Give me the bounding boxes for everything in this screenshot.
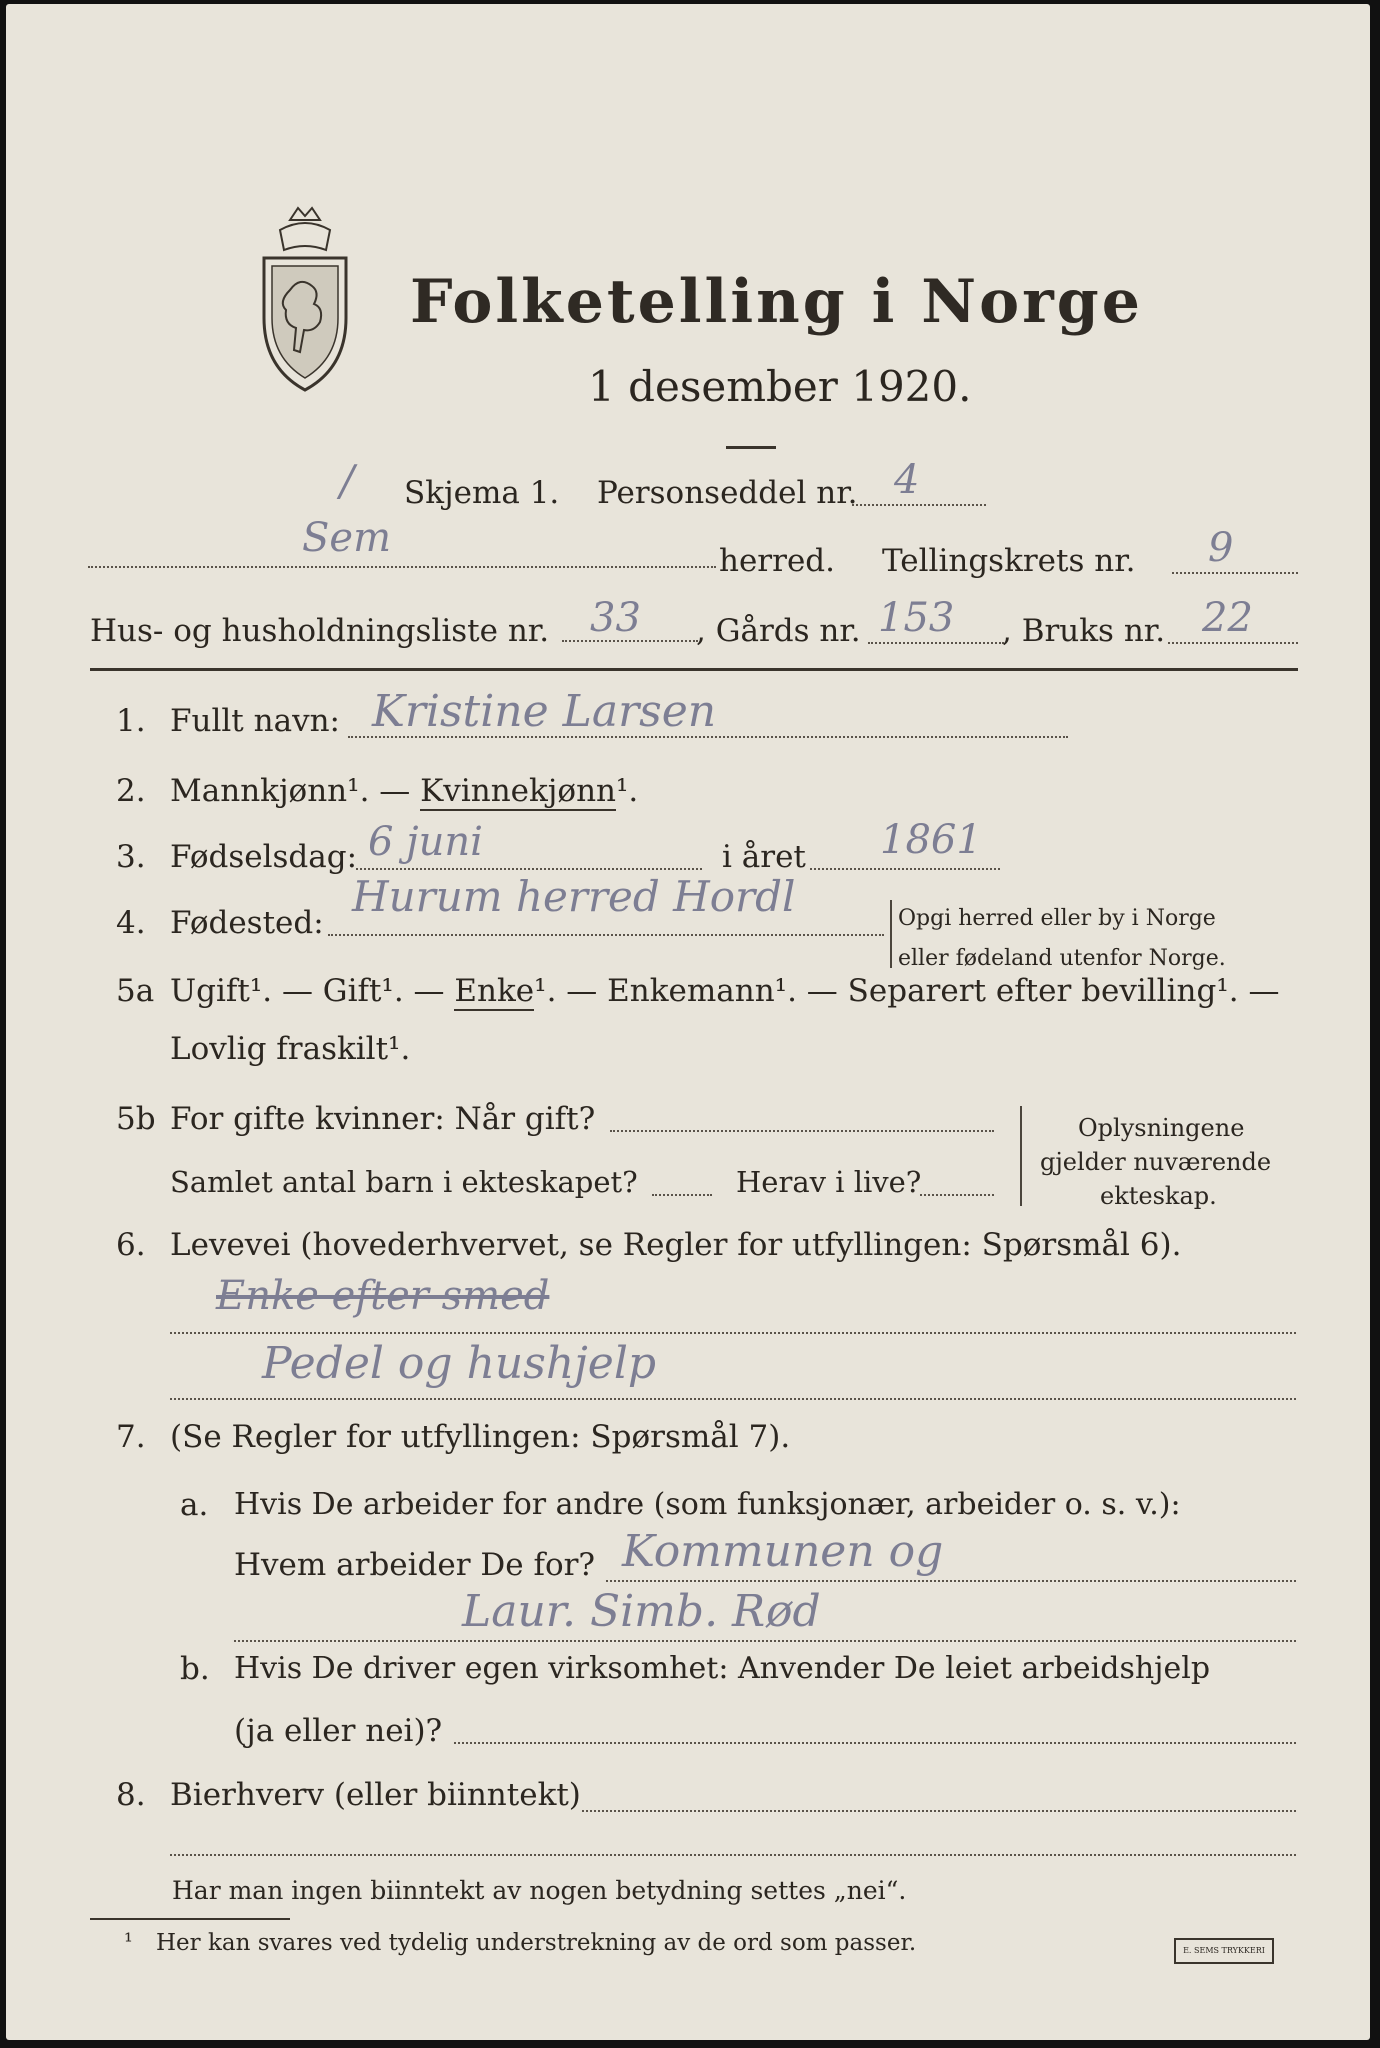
herred-label: herred. bbox=[719, 543, 835, 579]
header-rule bbox=[90, 668, 1298, 671]
herred-field[interactable] bbox=[88, 566, 716, 568]
q8-number: 8. bbox=[116, 1777, 146, 1813]
gender-female-footnote: ¹. bbox=[616, 773, 639, 809]
page-title: Folketelling i Norge bbox=[410, 267, 1143, 337]
hus-value: 33 bbox=[590, 595, 641, 641]
children-alive-field[interactable] bbox=[920, 1194, 994, 1196]
tellingskrets-label: Tellingskrets nr. bbox=[882, 543, 1136, 579]
gards-label: , Gårds nr. bbox=[696, 613, 861, 649]
footnote-marker: ¹ bbox=[124, 1930, 133, 1955]
q7-label: (Se Regler for utfyllingen: Spørsmål 7). bbox=[170, 1419, 791, 1455]
married-when-field[interactable] bbox=[610, 1130, 994, 1132]
birthplace-field[interactable] bbox=[328, 934, 884, 936]
hus-label: Hus- og husholdningsliste nr. bbox=[90, 613, 550, 649]
tellingskrets-field[interactable] bbox=[1172, 572, 1298, 574]
printer-stamp: E. SEMS TRYKKERI bbox=[1174, 1938, 1274, 1964]
marriage-note-bracket bbox=[1020, 1106, 1022, 1206]
q1-label: Fullt navn: bbox=[170, 703, 340, 739]
birthday-field[interactable] bbox=[356, 868, 702, 870]
q7-number: 7. bbox=[116, 1419, 146, 1455]
bruks-value: 22 bbox=[1202, 595, 1253, 641]
employer-field-1[interactable] bbox=[606, 1580, 1296, 1582]
census-date: 1 desember 1920. bbox=[588, 362, 972, 411]
occupation-value: Pedel og hushjelp bbox=[262, 1338, 657, 1389]
employer-value-2: Laur. Simb. Rød bbox=[462, 1586, 821, 1637]
q6-number: 6. bbox=[116, 1227, 146, 1263]
norwegian-coat-of-arms-icon bbox=[250, 200, 360, 400]
q2-text bbox=[170, 773, 639, 809]
q5a-number: 5a bbox=[116, 973, 155, 1009]
marital-status-options-a[interactable]: Ugift¹. — Gift¹. — bbox=[170, 973, 455, 1009]
q7b-question: (ja eller nei)? bbox=[234, 1713, 443, 1749]
gender-male-option[interactable]: Mannkjønn¹. — bbox=[170, 773, 421, 809]
birthday-value: 6 juni bbox=[368, 819, 483, 865]
q5b-children-label: Samlet antal barn i ekteskapet? bbox=[170, 1165, 638, 1199]
q4-number: 4. bbox=[116, 905, 146, 941]
marital-status-divorced-option[interactable]: Lovlig fraskilt¹. bbox=[170, 1031, 411, 1067]
birthplace-note-1: Opgi herred eller by i Norge bbox=[898, 906, 1216, 931]
q8-label: Bierhverv (eller biinntekt) bbox=[170, 1777, 581, 1813]
q3-number: 3. bbox=[116, 839, 146, 875]
q1-number: 1. bbox=[116, 703, 146, 739]
q4-label: Fødested: bbox=[170, 905, 324, 941]
q7b-text: Hvis De driver egen virksomhet: Anvender De leiet arbeidshjelp bbox=[234, 1651, 1211, 1686]
gender-female-option[interactable]: Kvinnekjønn bbox=[420, 773, 616, 809]
occupation-field-2[interactable] bbox=[170, 1398, 1296, 1400]
marital-status-widow-option[interactable]: Enke bbox=[454, 973, 535, 1009]
personseddel-label: Personseddel nr. bbox=[597, 475, 858, 511]
side-income-field-2[interactable] bbox=[170, 1854, 1296, 1856]
q5b-alive-label: Herav i live? bbox=[736, 1165, 922, 1199]
employer-field-2[interactable] bbox=[234, 1640, 1296, 1642]
occupation-value-crossed: Enke efter smed bbox=[216, 1273, 550, 1319]
marriage-note-2: gjelder nuværende bbox=[1040, 1148, 1272, 1176]
hired-help-field[interactable] bbox=[454, 1742, 1296, 1744]
personseddel-field[interactable] bbox=[852, 504, 986, 506]
q7a-text: Hvis De arbeider for andre (som funksjonær, arbeider o. s. v.): bbox=[234, 1487, 1181, 1522]
q5b-married-label: For gifte kvinner: Når gift? bbox=[170, 1101, 596, 1137]
title-divider bbox=[726, 446, 776, 449]
marriage-note-1: Oplysningene bbox=[1078, 1114, 1245, 1142]
side-income-field-1[interactable] bbox=[582, 1810, 1296, 1812]
q6-label: Levevei (hovederhvervet, se Regler for utfyllingen: Spørsmål 6). bbox=[170, 1227, 1182, 1263]
birth-year-value: 1861 bbox=[880, 817, 982, 863]
birthplace-note-2: eller fødeland utenfor Norge. bbox=[898, 946, 1226, 971]
personseddel-mark: / bbox=[340, 456, 355, 505]
skjema-label: Skjema 1. bbox=[404, 475, 560, 511]
census-form-sheet bbox=[6, 4, 1370, 2040]
bruks-label: , Bruks nr. bbox=[1002, 613, 1166, 649]
q5b-number: 5b bbox=[116, 1101, 156, 1137]
employer-value-1: Kommunen og bbox=[622, 1526, 944, 1577]
full-name-value: Kristine Larsen bbox=[372, 686, 717, 737]
q7a-number: a. bbox=[180, 1487, 209, 1523]
tellingskrets-value: 9 bbox=[1208, 525, 1234, 571]
marriage-note-3: ekteskap. bbox=[1100, 1182, 1217, 1210]
q2-number: 2. bbox=[116, 773, 146, 809]
footer-note: Har man ingen biinntekt av nogen betydning settes „nei“. bbox=[172, 1876, 907, 1905]
birth-year-label: i året bbox=[722, 839, 806, 875]
birthplace-note-bracket bbox=[890, 900, 892, 968]
gards-value: 153 bbox=[878, 595, 955, 641]
birth-year-field[interactable] bbox=[810, 868, 1000, 870]
children-count-field[interactable] bbox=[652, 1194, 712, 1196]
q5a-text bbox=[170, 973, 1280, 1009]
birthplace-value: Hurum herred Hordl bbox=[352, 872, 796, 921]
personseddel-value: 4 bbox=[894, 457, 920, 503]
occupation-field-1[interactable] bbox=[170, 1332, 1296, 1334]
bruks-field[interactable] bbox=[1168, 642, 1298, 644]
q3-label: Fødselsdag: bbox=[170, 839, 358, 875]
footer-rule bbox=[90, 1918, 290, 1920]
q7a-employer-label: Hvem arbeider De for? bbox=[234, 1547, 596, 1583]
herred-value: Sem bbox=[302, 515, 392, 561]
marital-status-options-b[interactable]: ¹. — Enkemann¹. — Separert efter bevilling¹. — bbox=[534, 973, 1280, 1009]
q7b-number: b. bbox=[180, 1651, 210, 1687]
gards-field[interactable] bbox=[868, 642, 1004, 644]
footnote-text: Her kan svares ved tydelig understrekning av de ord som passer. bbox=[156, 1930, 917, 1956]
